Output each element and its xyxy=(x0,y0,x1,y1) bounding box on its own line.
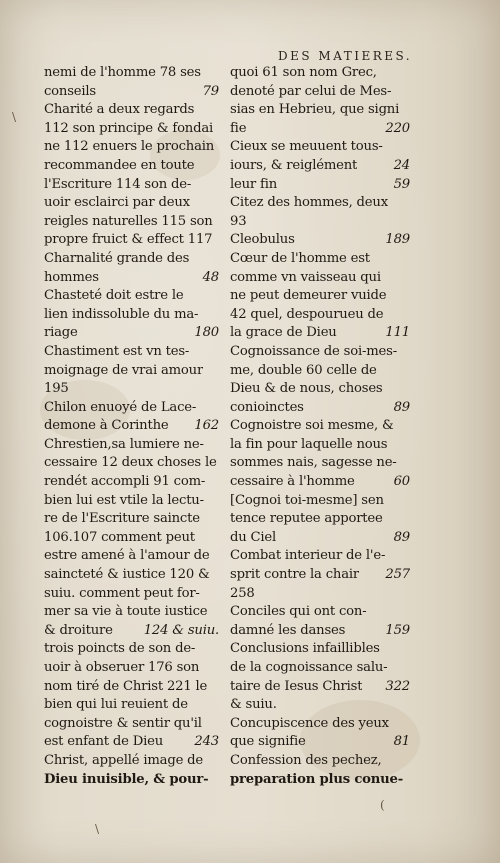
index-line-text: rendét accompli 91 com- xyxy=(44,474,206,490)
index-line-text: conseils xyxy=(44,83,96,99)
index-line xyxy=(44,622,219,641)
index-line-text: saincteté & iustice 120 & xyxy=(44,567,210,583)
index-line-text: re de l'Escriture saincte xyxy=(44,511,200,527)
index-line xyxy=(230,120,410,139)
index-line-text: Chrestien,sa lumiere ne- xyxy=(44,436,204,452)
index-line xyxy=(230,454,410,473)
index-line-text: uoir esclairci par deux xyxy=(44,195,190,211)
index-line-text: l'Escriture 114 son de- xyxy=(44,176,192,192)
index-line xyxy=(230,585,410,604)
index-line-text: sprit contre la chair xyxy=(230,567,359,583)
index-line xyxy=(230,64,410,83)
index-line-text: reigles naturelles 115 son xyxy=(44,213,213,229)
index-line xyxy=(230,138,410,157)
index-line xyxy=(230,547,410,566)
index-line-text: de la cognoissance salu- xyxy=(230,660,388,675)
index-line-text: la fin pour laquelle nous xyxy=(230,436,388,452)
index-line xyxy=(44,436,219,455)
index-line-text: ne 112 enuers le prochain xyxy=(44,139,215,155)
index-line xyxy=(44,566,219,585)
index-line-text: Chasteté doit estre le xyxy=(44,288,184,304)
index-line-text: 258 xyxy=(230,585,255,601)
index-line-text: Cognoistre soi mesme, & xyxy=(230,418,394,434)
index-column-right xyxy=(230,64,410,789)
index-line xyxy=(44,603,219,622)
index-line-text: tence reputee apportee xyxy=(230,511,383,527)
index-line-text: & suiu. xyxy=(230,697,277,713)
index-line-text: propre fruict & effect 117 xyxy=(44,232,213,248)
page-reference: 162 xyxy=(194,418,219,434)
page-reference: 220 xyxy=(385,120,410,136)
index-line xyxy=(230,473,410,492)
index-line xyxy=(44,343,219,362)
index-line xyxy=(230,566,410,585)
index-line xyxy=(44,473,219,492)
index-line-text: Combat interieur de l'e- xyxy=(230,548,386,564)
index-line-text: estre amené à l'amour de xyxy=(44,548,210,564)
index-line xyxy=(44,399,219,418)
index-line xyxy=(230,250,410,269)
index-line-text: recommandee en toute xyxy=(44,157,195,173)
index-line-text: ne peut demeurer vuide xyxy=(230,288,387,304)
index-line-text: bien qui lui reuient de xyxy=(44,697,188,713)
index-line xyxy=(44,752,219,771)
page-reference: 24 xyxy=(393,157,410,173)
index-line xyxy=(230,194,410,213)
index-line-text: 106.107 comment peut xyxy=(44,529,195,545)
index-line xyxy=(230,380,410,399)
index-line-text: uoir à obseruer 176 son xyxy=(44,660,200,675)
index-line xyxy=(44,101,219,120)
index-line-text: 42 quel, despourueu de xyxy=(230,306,384,322)
index-line xyxy=(230,492,410,511)
page-reference: 111 xyxy=(385,325,410,341)
index-line-text: riage xyxy=(44,325,78,341)
index-line xyxy=(230,640,410,659)
index-line-text: sias en Hebrieu, que signi xyxy=(230,102,400,118)
index-line-text: Dieu & de nous, choses xyxy=(230,381,383,397)
index-line xyxy=(230,83,410,102)
index-line xyxy=(230,399,410,418)
margin-mark: ( xyxy=(380,798,385,812)
index-line xyxy=(44,250,219,269)
index-line xyxy=(44,454,219,473)
index-line xyxy=(230,324,410,343)
page-reference: 89 xyxy=(393,399,410,415)
index-line xyxy=(44,417,219,436)
page-reference: 89 xyxy=(393,529,410,545)
index-line xyxy=(44,83,219,102)
index-line xyxy=(230,157,410,176)
index-line-text: Cleobulus xyxy=(230,232,295,248)
index-line-text: fie xyxy=(230,120,247,136)
index-line xyxy=(44,138,219,157)
page-reference: 124 & suiu. xyxy=(143,622,219,638)
index-line-text: bien lui est vtile la lectu- xyxy=(44,492,204,508)
index-line xyxy=(44,492,219,511)
index-line xyxy=(230,287,410,306)
page-reference: 243 xyxy=(194,734,219,750)
index-line-text: nom tiré de Christ 221 le xyxy=(44,678,208,694)
index-line-text: Chastiment est vn tes- xyxy=(44,343,190,359)
index-line xyxy=(44,194,219,213)
index-line-text: & droiture xyxy=(44,622,113,638)
index-line xyxy=(230,306,410,325)
page-reference: 60 xyxy=(393,474,410,490)
index-line-text: conioinctes xyxy=(230,399,304,415)
index-line-text: taire de Iesus Christ xyxy=(230,678,363,694)
index-line xyxy=(44,529,219,548)
index-line-text: damné les danses xyxy=(230,622,346,638)
index-line xyxy=(230,715,410,734)
index-line xyxy=(230,771,410,790)
index-line-text: iours, & reiglément xyxy=(230,157,358,173)
index-line xyxy=(230,213,410,232)
index-line-text: leur fin xyxy=(230,176,278,192)
index-line xyxy=(230,417,410,436)
index-line xyxy=(230,622,410,641)
index-line-text: [Cognoi toi-mesme] sen xyxy=(230,492,384,508)
index-line-text: hommes xyxy=(44,269,99,285)
index-line-text: quoi 61 son nom Grec, xyxy=(230,65,377,80)
index-line-text: cessaire à l'homme xyxy=(230,474,355,490)
index-line xyxy=(44,771,219,790)
index-line-text: Dieu inuisible, & pour- xyxy=(44,771,209,787)
index-line-text: 195 xyxy=(44,381,69,397)
index-line xyxy=(230,362,410,381)
index-line xyxy=(44,640,219,659)
index-line xyxy=(44,380,219,399)
index-line xyxy=(44,120,219,139)
index-line xyxy=(44,678,219,697)
index-line xyxy=(44,733,219,752)
index-line xyxy=(230,343,410,362)
index-line xyxy=(230,176,410,195)
index-line xyxy=(44,547,219,566)
index-line xyxy=(44,362,219,381)
index-line xyxy=(230,659,410,678)
index-line-text: comme vn vaisseau qui xyxy=(230,269,381,285)
index-line-text: moignage de vrai amour xyxy=(44,362,204,378)
index-line xyxy=(44,64,219,83)
index-line xyxy=(44,157,219,176)
index-line xyxy=(230,529,410,548)
index-line-text: Charité a deux regards xyxy=(44,102,195,118)
index-line-text: Citez des hommes, deux xyxy=(230,195,388,211)
index-line-text: Concupiscence des yeux xyxy=(230,715,389,731)
index-line xyxy=(230,269,410,288)
index-line xyxy=(230,101,410,120)
page-reference: 189 xyxy=(385,232,410,248)
index-line xyxy=(44,585,219,604)
index-line xyxy=(230,231,410,250)
index-line-text: mer sa vie à toute iustice xyxy=(44,604,208,620)
index-line xyxy=(44,324,219,343)
index-line-text: denoté par celui de Mes- xyxy=(230,83,392,99)
index-line xyxy=(44,269,219,288)
index-line xyxy=(230,752,410,771)
index-column-left xyxy=(44,64,219,789)
index-line-text: du Ciel xyxy=(230,529,277,545)
index-line-text: suiu. comment peut for- xyxy=(44,585,200,601)
index-line-text: 93 xyxy=(230,213,247,229)
index-line-text: preparation plus conue- xyxy=(230,771,403,787)
page-reference: 180 xyxy=(194,325,219,341)
index-line xyxy=(230,436,410,455)
index-line xyxy=(230,603,410,622)
index-line-text: cessaire 12 deux choses le xyxy=(44,455,217,471)
index-line xyxy=(44,213,219,232)
page-reference: 322 xyxy=(385,678,410,694)
page-reference: 81 xyxy=(393,734,410,750)
index-line-text: Confession des pechez, xyxy=(230,752,382,768)
index-line xyxy=(230,696,410,715)
index-line xyxy=(44,176,219,195)
index-line-text: est enfant de Dieu xyxy=(44,734,164,750)
index-line-text: lien indissoluble du ma- xyxy=(44,306,199,322)
index-line-text: Conciles qui ont con- xyxy=(230,604,367,620)
margin-mark: \ xyxy=(12,110,17,124)
index-line xyxy=(230,678,410,697)
index-line-text: Chilon enuoyé de Lace- xyxy=(44,399,197,415)
index-line-text: que signifie xyxy=(230,734,306,750)
index-line xyxy=(44,715,219,734)
index-line-text: me, double 60 celle de xyxy=(230,362,377,378)
page-reference: 159 xyxy=(385,622,410,638)
index-line xyxy=(230,510,410,529)
index-line-text: trois poincts de son de- xyxy=(44,641,196,657)
page-reference: 48 xyxy=(202,269,219,285)
index-line-text: la grace de Dieu xyxy=(230,325,337,341)
index-line xyxy=(44,696,219,715)
index-line xyxy=(44,231,219,250)
index-line-text: demone à Corinthe xyxy=(44,418,169,434)
index-line-text: Conclusions infaillibles xyxy=(230,641,380,657)
index-line-text: sommes nais, sagesse ne- xyxy=(230,455,397,471)
index-line-text: nemi de l'homme 78 ses xyxy=(44,65,201,80)
index-line xyxy=(44,659,219,678)
index-line-text: 112 son principe & fondai xyxy=(44,120,214,136)
index-line xyxy=(44,287,219,306)
index-line-text: Charnalité grande des xyxy=(44,250,190,266)
index-line-text: Cœur de l'homme est xyxy=(230,250,370,266)
index-line-text: Cognoissance de soi-mes- xyxy=(230,343,397,359)
page-reference: 59 xyxy=(393,176,410,192)
index-line xyxy=(230,733,410,752)
margin-mark: \ xyxy=(95,822,100,836)
page-reference: 79 xyxy=(202,83,219,99)
index-line-text: Cieux se meuuent tous- xyxy=(230,139,383,155)
running-header: DES MATIERES. xyxy=(278,49,413,63)
index-line-text: cognoistre & sentir qu'il xyxy=(44,715,202,731)
index-line-text: Christ, appellé image de xyxy=(44,752,204,768)
page-reference: 257 xyxy=(385,567,410,583)
index-line xyxy=(44,306,219,325)
index-line xyxy=(44,510,219,529)
